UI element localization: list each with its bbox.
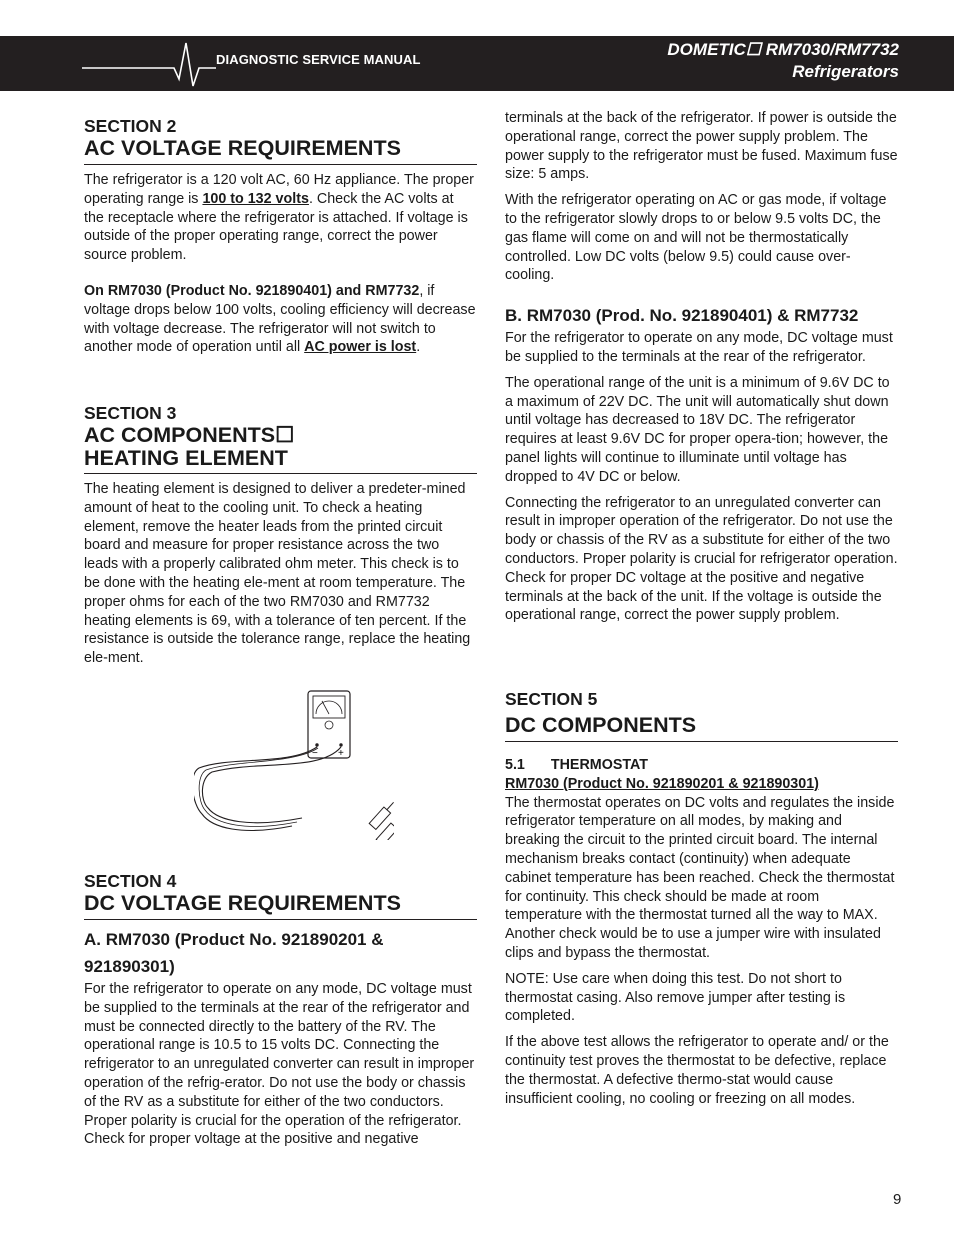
section-3 (84, 402, 477, 675)
title-product: Refrigerators (792, 62, 899, 81)
plus-label: + (338, 748, 344, 759)
paragraph: On RM7030 (Product No. 921890401) and RM7732, if voltage drops below 100 volts, cooling efficiency will decrease with voltage decrease. The refrigerator will not switch to another mode of operation until all AC power is lost. (84, 282, 476, 356)
paragraph: terminals at the back of the refrigerator. If power is outside the operational range, correct the power supply problem. The power supply to the refrigerator must be fused. Maximum fuse size: 5 amps. (505, 110, 898, 183)
section-title: AC COMPONENTS☐ HEATING ELEMENT (84, 424, 477, 474)
paragraph: Connecting the refrigerator to an unregulated converter can result in improper operation of the refrigerator. Do not use the body or chassis of the RV as a substitute for either of the two conductors. Proper polarity is crucial for refrigerator operation. Check for proper DC voltage at the positive and negative terminals at the back of the unit. If the voltage is outside the operational range, correct the power supply problem. (505, 494, 898, 624)
page-header (0, 36, 954, 91)
paragraph: NOTE: Use care when doing this test. Do not short to thermostat casing. Also remove jumper after testing is completed. (505, 970, 846, 1025)
ohm-meter-illustration (194, 688, 394, 840)
heartbeat-line-icon (82, 39, 222, 89)
section-title: AC VOLTAGE REQUIREMENTS (84, 137, 477, 165)
section-4-continued (505, 109, 898, 632)
paragraph: The thermostat operates on DC volts and regulates the inside refrigerator temperature on all modes, by making and breaking the circuit to the printed circuit board. The internal mechanism breaks contact (continuity) when adequate cabinet temperature has been reached. Check the thermostat for continuity. This check should be made at room temperature with the thermostat turned all the way to MAX. Another check would be to use a jumper wire with insulated clips and bypass the thermostat. (505, 794, 895, 961)
section-title: DC COMPONENTS (505, 714, 898, 742)
paragraph: The heating element is designed to deliver a predeter-mined amount of heat to the cooling unit. To check a heating element, remove the heater leads from the printed circuit board and measure for proper resistance across the two leads with a properly calibrated ohm meter. This check is to be done with the heating ele-ment at room temperature. The proper ohms for each of the two RM7030 and RM7732 heating elements is 69, with a tolerance of ten percent. If the resistance is outside the tolerance range, replace the heating ele-ment. (84, 481, 471, 667)
title-model: DOMETIC☐ RM7030/RM7732 (667, 40, 899, 59)
voltage-range: 100 to 132 volts (202, 190, 309, 207)
subsection-heading: 5.1 THERMOSTAT (505, 757, 649, 773)
section-4 (84, 870, 477, 1156)
section-number: SECTION 2 (84, 116, 177, 136)
section-number: SECTION 5 (505, 689, 598, 709)
model-note: On RM7030 (Product No. 921890401) and RM7732 (84, 282, 420, 299)
paragraph: With the refrigerator operating on AC or gas mode, if voltage to the refrigerator slowly drops to or below 9.5 volts DC, the gas flame will come on and will not be thermostatically controlled. Low DC volts (below 9.5) could cause over-cooling. (505, 192, 887, 284)
section-5 (505, 688, 898, 1115)
section-2 (84, 115, 477, 364)
minus-label: − (312, 748, 318, 759)
ac-power-lost: AC power is lost (304, 339, 417, 356)
paragraph: For the refrigerator to operate on any mode, DC voltage must be supplied to the terminals at the rear of the refrigerator and must be connected directly to the battery of the RV. The operational range is 10.5 to 15 volts DC. Connecting the refrigerator to an unregulated converter can result in improper operation of the refrig-erator. Do not use the body or chassis of the RV as a substitute for either of the two conductors. Proper polarity is crucial for the operation of the refrigerator. Check for proper voltage at the positive and negative (84, 981, 475, 1148)
section-number: SECTION 3 (84, 403, 177, 423)
manual-label: DIAGNOSTIC SERVICE MANUAL (216, 52, 421, 67)
page-number: 9 (893, 1191, 902, 1208)
paragraph: The operational range of the unit is a minimum of 9.6V DC to a maximum of 22V DC. The unit will automatically shut down until voltage has decreased to 18V DC. The refrigerator requires at least 9.6V DC for proper opera-tion; however, the panel lights will continue to illuminate until voltage has dropped to 4V DC or below. (505, 374, 890, 485)
product-heading: RM7030 (Product No. 921890201 & 921890301) (505, 775, 819, 792)
paragraph: The refrigerator is a 120 volt AC, 60 Hz appliance. The proper operating range is 100 to 132 volts. Check the AC volts at the receptacle where the refrigerator is attached. If voltage is outside of the proper operating range, correct the power source problem. (84, 172, 474, 264)
section-title: DC VOLTAGE REQUIREMENTS (84, 892, 477, 920)
paragraph: If the above test allows the refrigerator to operate and/ or the continuity test proves the thermostat to be defective, replace the thermostat. A defective thermo-stat would cause insufficient cooling, no cooling or freezing on all modes. (505, 1034, 889, 1107)
subsection-heading: B. RM7030 (Prod. No. 921890401) & RM7732 (505, 306, 859, 326)
section-number: SECTION 4 (84, 871, 177, 891)
document-title (667, 39, 899, 83)
subsection-heading: A. RM7030 (Product No. 921890201 & 921890301) (84, 930, 384, 976)
paragraph: For the refrigerator to operate on any mode, DC voltage must be supplied to the terminals at the rear of the refrigerator. (505, 330, 893, 365)
